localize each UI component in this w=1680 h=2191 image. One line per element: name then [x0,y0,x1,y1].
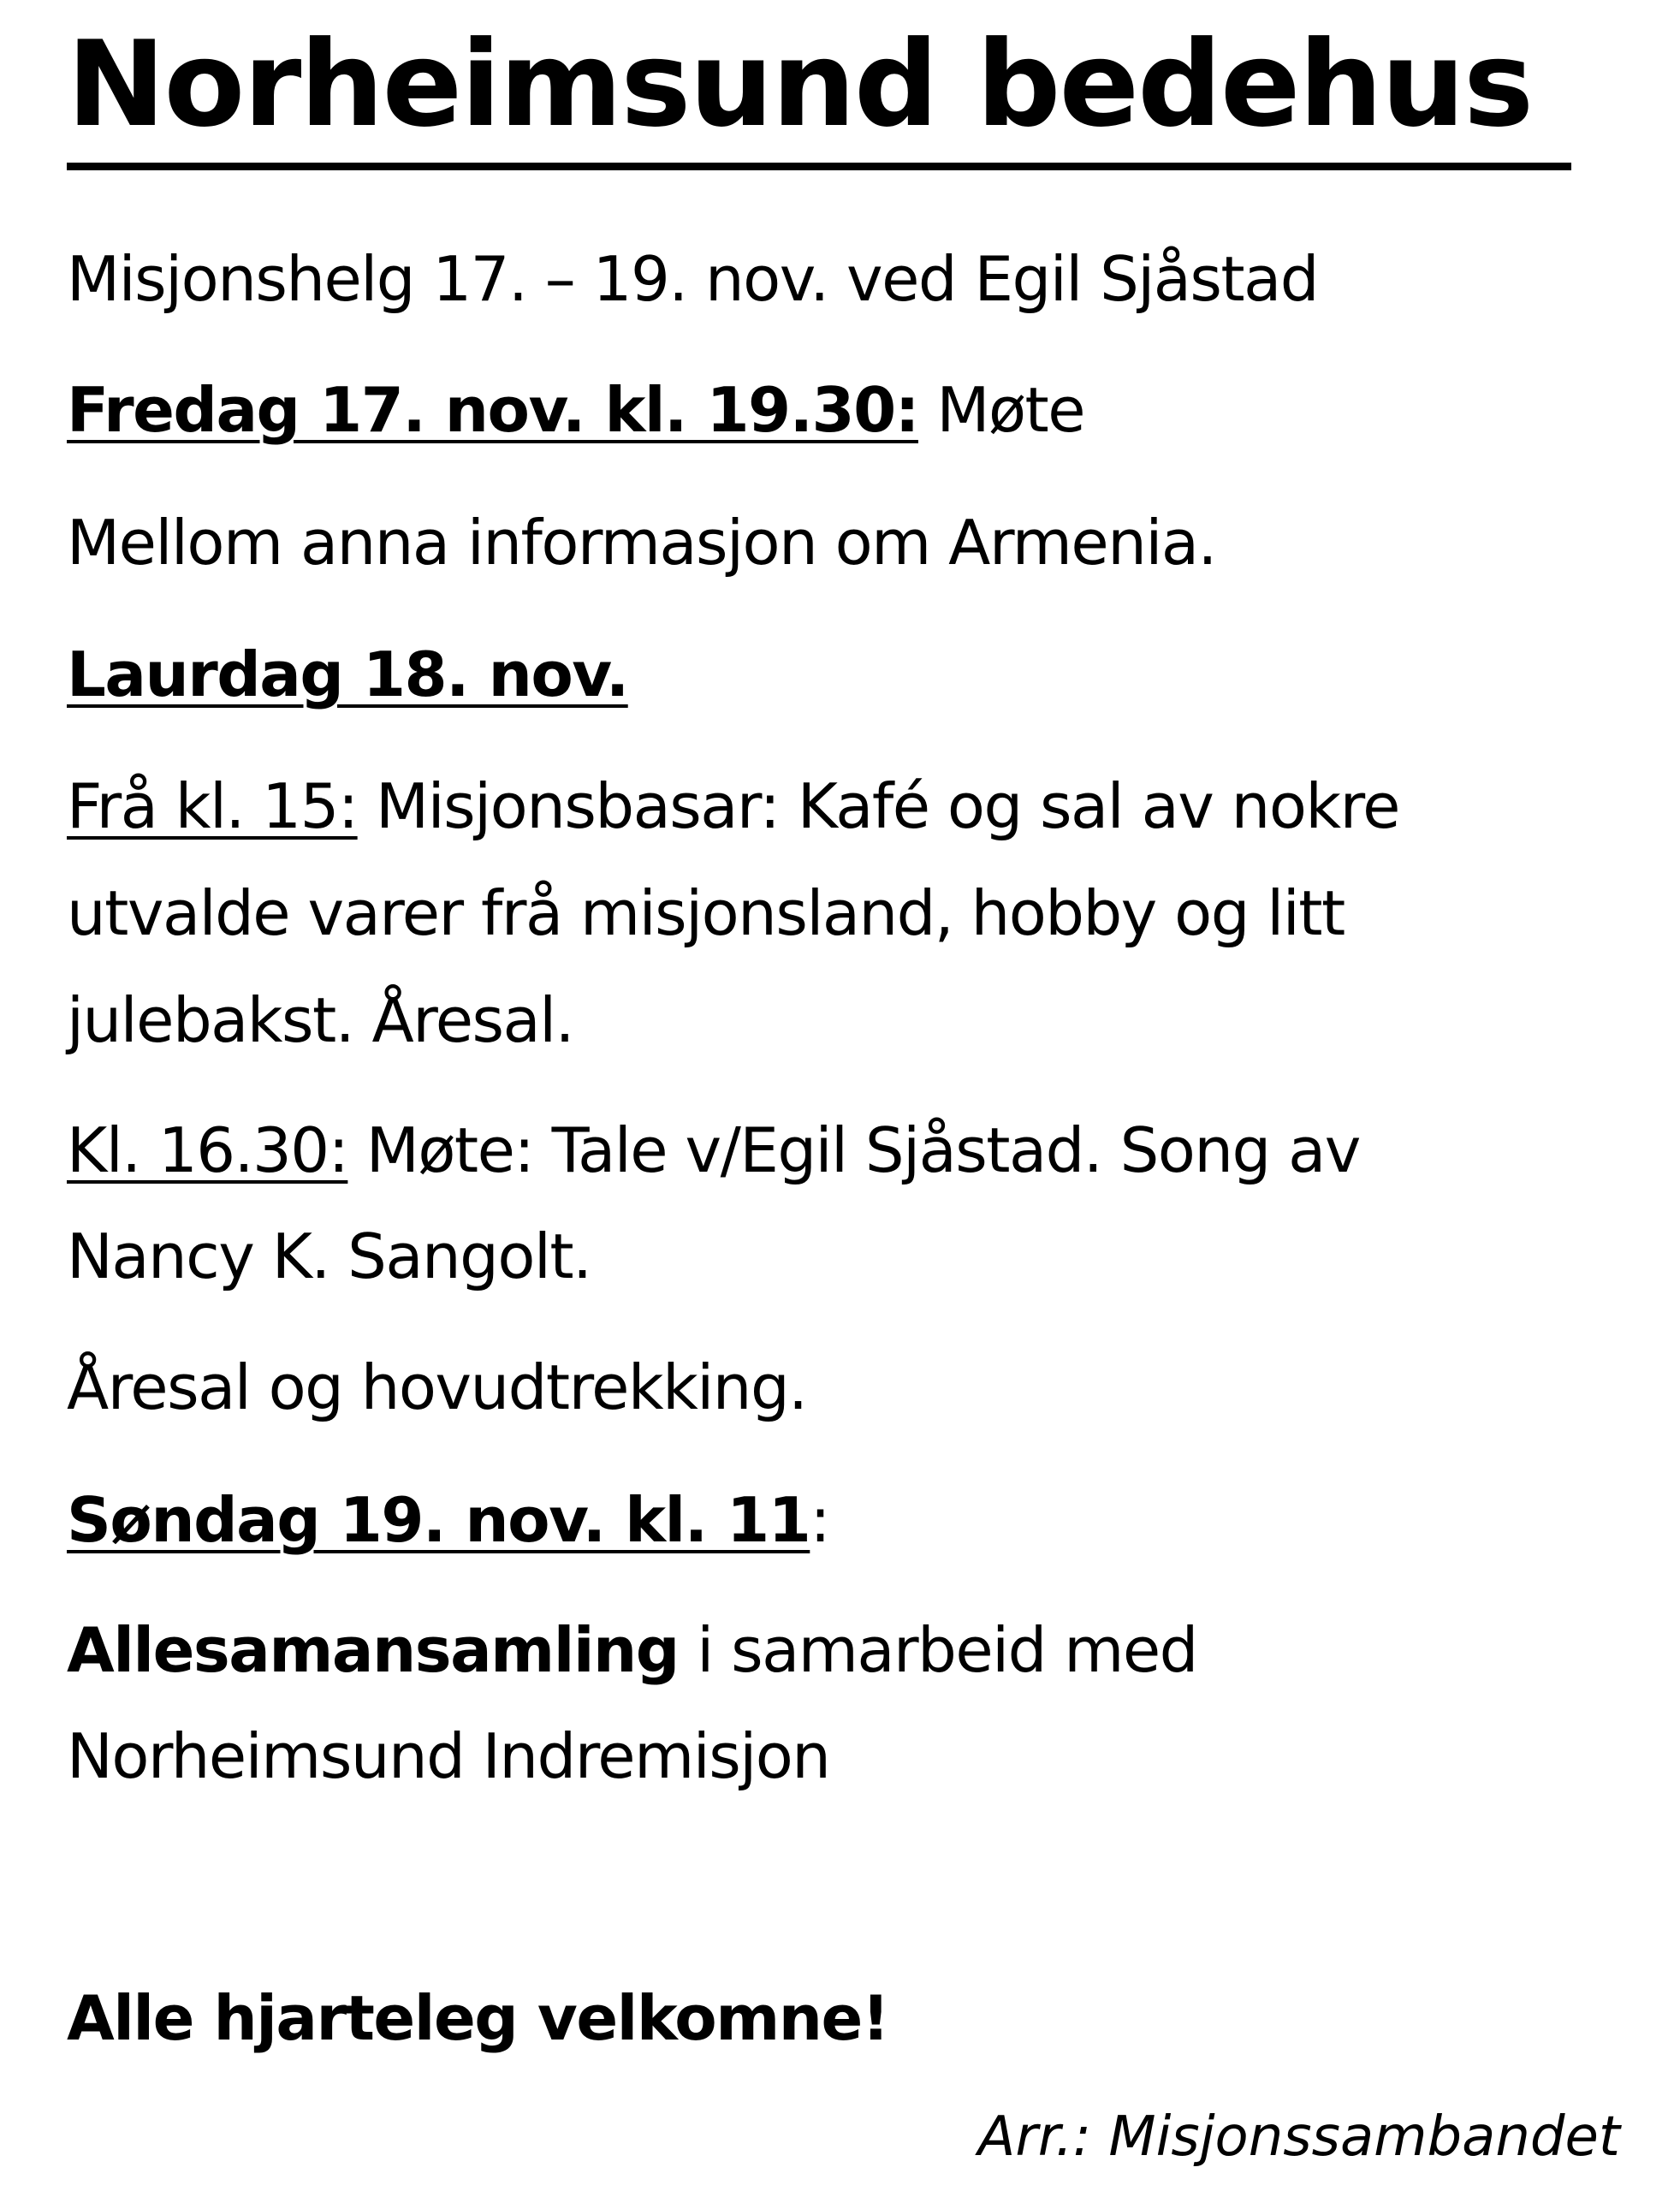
service-line-1 [67,1614,1197,1686]
bazaar-line-1 [67,770,1399,842]
service-line-2: Norheimsund Indremisjon [67,1720,830,1792]
organizer-credit: Arr.: Misjonssambandet [977,2105,1620,2169]
poster-title: Norheimsund bedehus [67,15,1533,153]
bazaar-text-1: Misjonsbasar: Kafé og sal av nokre [357,770,1399,842]
bazaar-line-2: utvalde varer frå misjonsland, hobby og litt [67,877,1345,949]
title-underline [67,163,1571,170]
saturday-heading: Laurdag 18. nov. [67,638,628,710]
meeting-line-2: Nancy K. Sangolt. [67,1220,591,1292]
intro-line: Misjonshelg 17. – 19. nov. ved Egil Sjåstad [67,243,1318,315]
draw-line: Åresal og hovudtrekking. [67,1351,807,1423]
welcome-line: Alle hjarteleg velkomne! [67,1982,889,2054]
meeting-line-1 [67,1114,1360,1186]
bazaar-time: Frå kl. 15: [67,770,358,842]
service-bold: Allesamansamling [67,1614,679,1686]
friday-event: Møte [917,374,1085,446]
sunday-heading: Søndag 19. nov. kl. 11 [67,1484,810,1556]
meeting-text-1: Møte: Tale v/Egil Sjåstad. Song av [347,1114,1360,1186]
service-rest: i samarbeid med [678,1614,1197,1686]
bazaar-line-3: julebakst. Åresal. [67,984,574,1056]
friday-line [67,374,1085,446]
sunday-colon: : [810,1484,830,1556]
friday-heading: Fredag 17. nov. kl. 19.30: [67,374,918,446]
friday-note: Mellom anna informasjon om Armenia. [67,507,1216,579]
meeting-time: Kl. 16.30: [67,1114,348,1186]
sunday-line [67,1484,830,1556]
